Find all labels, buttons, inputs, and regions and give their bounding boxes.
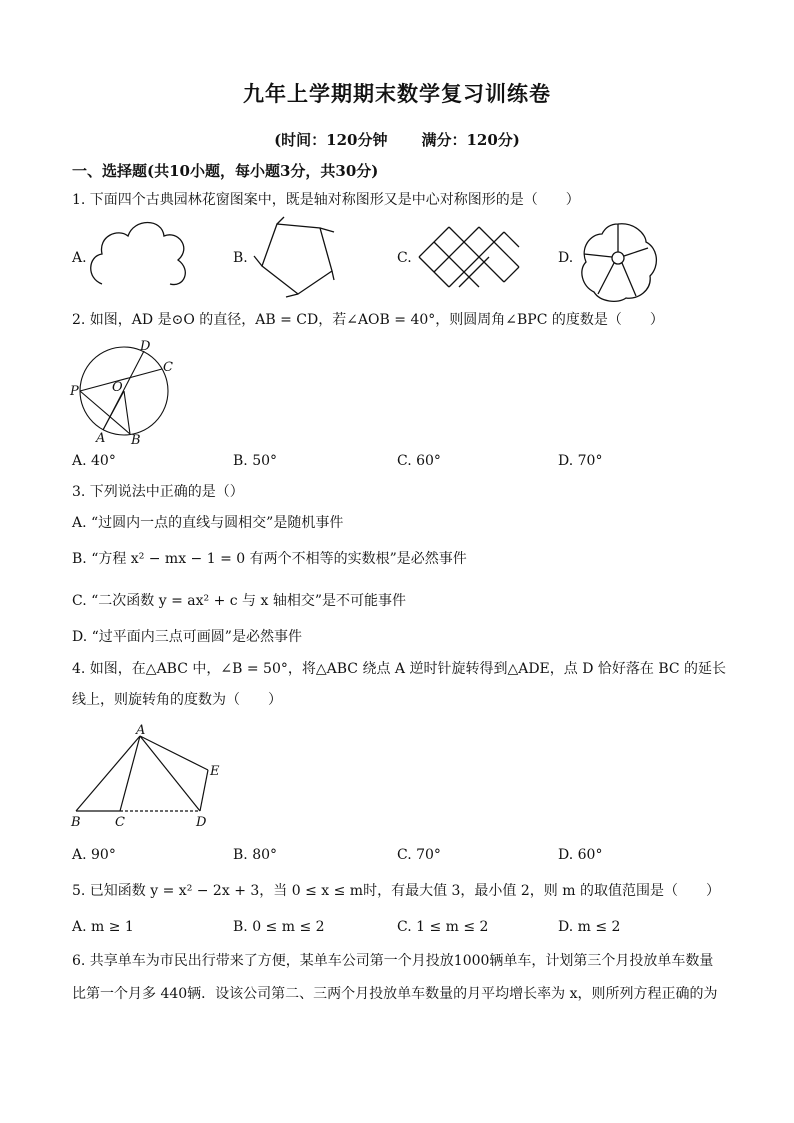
q2-option-b: B. 50°	[233, 453, 278, 469]
time-limit: (时间：120分钟	[274, 131, 388, 149]
q2-label-a: A	[96, 431, 106, 446]
question-4-stem-line2: 线上，则旋转角的度数为（ ）	[72, 692, 282, 708]
q2-label-p: P	[70, 384, 79, 399]
question-4-stem-line1: 4. 如图，在△ABC 中，∠B = 50°，将△ABC 绕点 A 逆时针旋转得到△ADE，点 D 恰好落在 BC 的延长	[72, 661, 727, 677]
question-6-stem-line2: 比第一个月多 440辆．设该公司第二、三两个月投放单车数量的月平均增长率为 x，则所列方程正确的为	[72, 986, 718, 1002]
q2-label-b: B	[131, 433, 141, 446]
page-title: 九年上学期期末数学复习训练卷	[243, 81, 551, 106]
q1-figure-flower	[576, 220, 660, 304]
q5-option-d: D. m ≤ 2	[558, 919, 621, 935]
q2-option-c: C. 60°	[397, 453, 441, 469]
q4-figure-triangles	[66, 722, 226, 832]
q1-option-c-label: C.	[397, 250, 412, 266]
exam-info	[0, 129, 794, 150]
question-3-stem: 3. 下列说法中正确的是（）	[72, 484, 244, 500]
q4-label-a: A	[136, 723, 146, 738]
question-6-stem-line1: 6. 共享单车为市民出行带来了方便，某单车公司第一个月投放1000辆单车，计划第三个月投放单车数量	[72, 953, 714, 969]
question-2-stem: 2. 如图，AD 是⊙O 的直径，AB = CD，若∠AOB = 40°，则圆周角∠BPC 的度数是（ ）	[72, 312, 664, 328]
q1-option-b-label: B.	[233, 250, 248, 266]
q2-option-d: D. 70°	[558, 453, 603, 469]
question-1-stem: 1. 下面四个古典园林花窗图案中，既是轴对称图形又是中心对称图形的是（ ）	[72, 192, 580, 208]
q3-option-a: A. “过圆内一点的直线与圆相交”是随机事件	[72, 515, 344, 531]
q4-label-c: C	[115, 815, 125, 830]
q2-label-d: D	[140, 339, 151, 354]
q4-label-d: D	[196, 815, 207, 830]
q4-option-b: B. 80°	[233, 847, 278, 863]
q3-option-c: C. “二次函数 y = ax² + c 与 x 轴相交”是不可能事件	[72, 593, 406, 609]
q4-option-a: A. 90°	[72, 847, 116, 863]
q1-option-a-label: A.	[72, 250, 87, 266]
q5-option-c: C. 1 ≤ m ≤ 2	[397, 919, 489, 935]
q4-option-d: D. 60°	[558, 847, 603, 863]
q1-figure-cloud	[88, 218, 188, 290]
q1-figure-pentagon	[250, 216, 350, 298]
question-5-stem: 5. 已知函数 y = x² − 2x + 3，当 0 ≤ x ≤ m时，有最大值 3，最小值 2，则 m 的取值范围是（ ）	[72, 883, 720, 899]
q1-option-d-label: D.	[558, 250, 574, 266]
section-heading: 一、选择题(共10小题，每小题3分，共30分)	[72, 162, 379, 180]
q2-label-o: O	[112, 380, 123, 395]
q2-figure-circle	[68, 338, 178, 446]
q4-label-b: B	[71, 815, 81, 830]
q1-figure-lattice	[414, 222, 524, 292]
q2-option-a: A. 40°	[72, 453, 116, 469]
q4-option-c: C. 70°	[397, 847, 441, 863]
q3-option-d: D. “过平面内三点可画圆”是必然事件	[72, 629, 302, 645]
q4-label-e: E	[210, 764, 220, 779]
q2-label-c: C	[163, 360, 173, 375]
q5-option-b: B. 0 ≤ m ≤ 2	[233, 919, 325, 935]
q5-option-a: A. m ≥ 1	[72, 919, 134, 935]
full-score: 满分：120分)	[421, 131, 520, 149]
q3-option-b: B. “方程 x² − mx − 1 = 0 有两个不相等的实数根”是必然事件	[72, 551, 467, 567]
